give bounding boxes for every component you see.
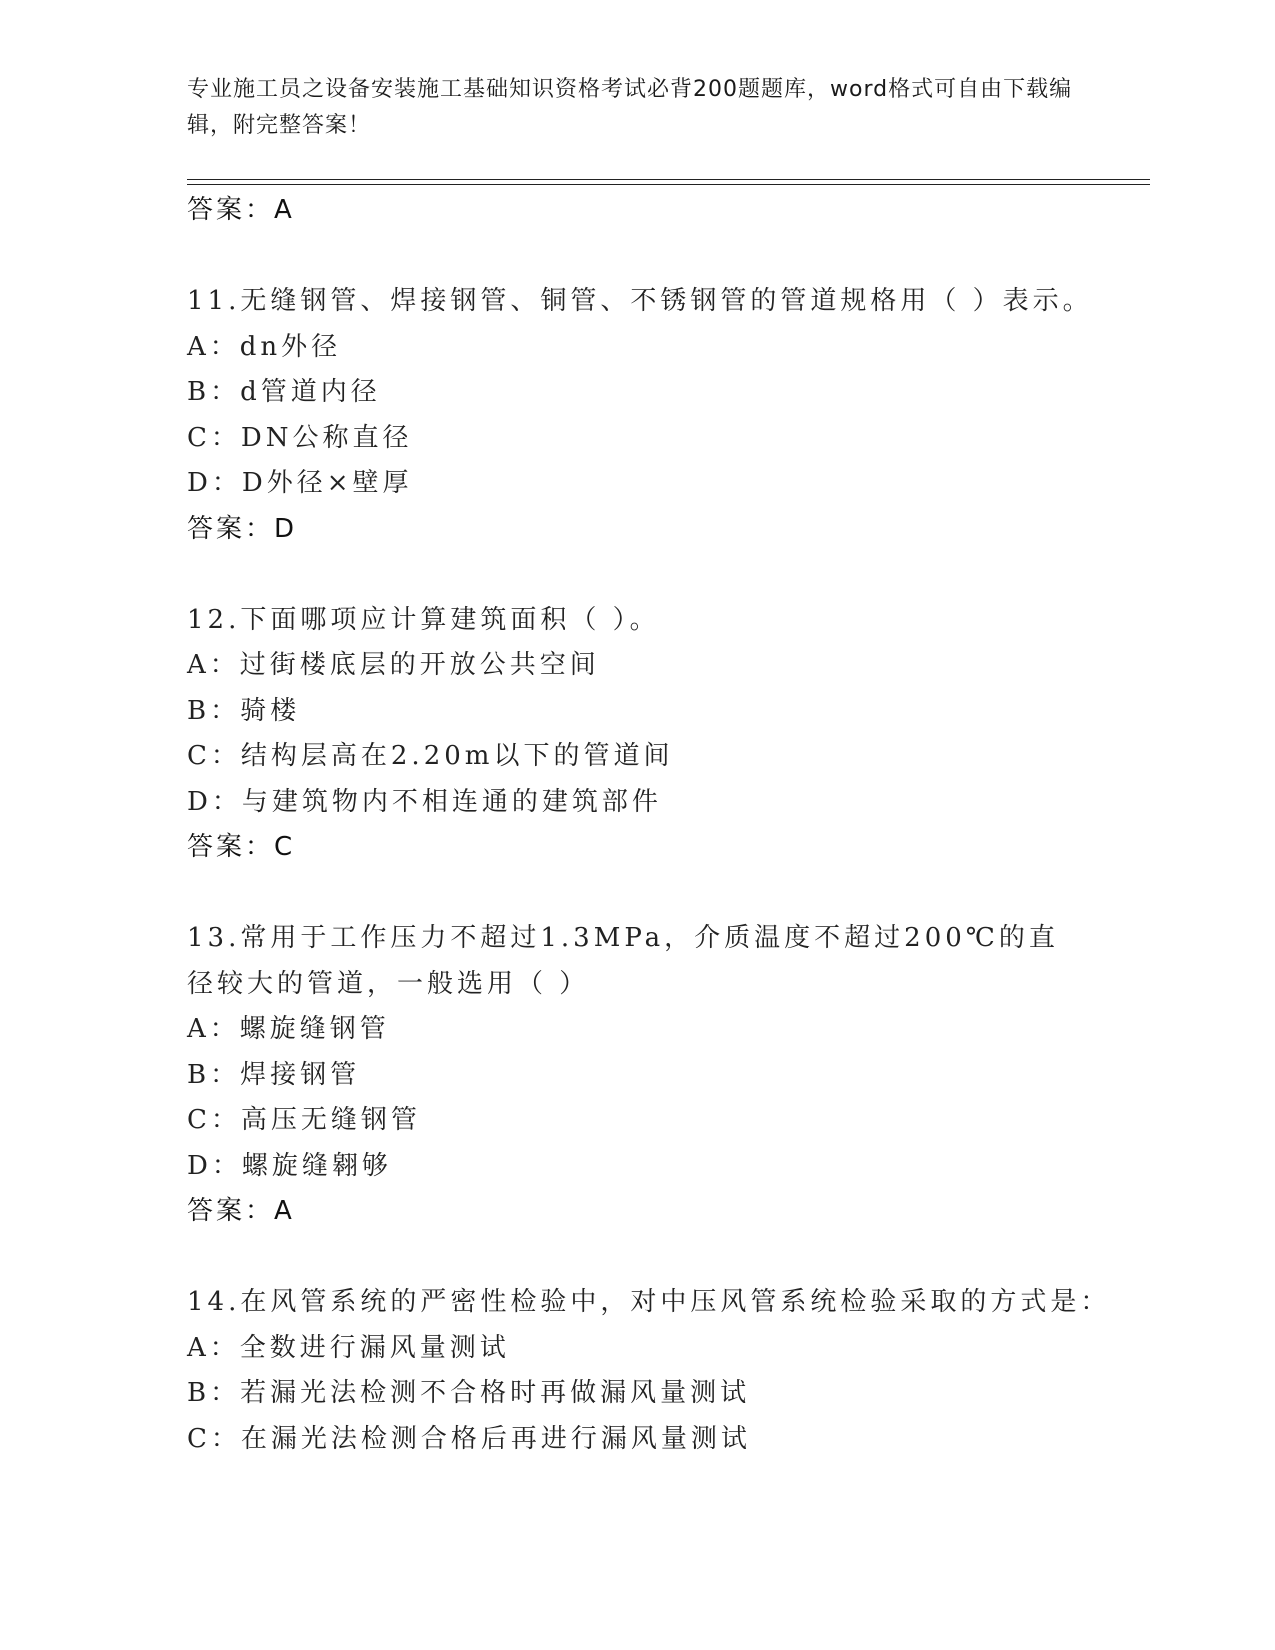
option-c: C：高压无缝钢管 [187,1105,421,1135]
option-a: A：dn外径 [187,331,342,362]
header-divider-bottom [187,184,1150,185]
question-stem: 12.下面哪项应计算建筑面积（ ）。 [187,604,660,635]
option-a: A：螺旋缝钢管 [187,1014,390,1044]
option-b: B：若漏光法检测不合格时再做漏风量测试 [187,1378,751,1408]
option-c: C：DN公称直径 [187,422,413,453]
question-list [187,188,1111,1462]
answer: 答案：A [187,1196,295,1226]
spacer [187,1235,1087,1281]
spacer [187,552,1087,598]
header-divider-top [187,179,1150,180]
question-stem: 11.无缝钢管、焊接钢管、铜管、不锈钢管的管道规格用（ ）表示。 [187,286,1093,316]
option-d: D：螺旋缝翱够 [187,1150,392,1181]
option-b: B：骑楼 [187,695,301,726]
question-stem: 13.常用于工作压力不超过1.3MPa，介质温度不超过200℃的直径较大的管道，一般选用（ ） [187,923,1059,999]
option-b: B：焊接钢管 [187,1059,361,1090]
option-d: D：D外径×壁厚 [187,468,413,498]
answer: 答案：D [187,513,298,544]
spacer [187,234,1087,280]
question-stem: 14.在风管系统的严密性检验中，对中压风管系统检验采取的方式是： [187,1287,1111,1317]
question-11 [187,279,1093,552]
question-14 [187,1280,1111,1462]
option-d: D：与建筑物内不相连通的建筑部件 [187,786,662,817]
option-b: B：d管道内径 [187,377,381,407]
answer: 答案：C [187,832,296,862]
option-a: A：过街楼底层的开放公共空间 [187,650,600,680]
document-header: 专业施工员之设备安装施工基础知识资格考试必背200题题库，word格式可自由下载编辑，附完整答案！ [187,77,1073,138]
option-c: C：结构层高在2.20m以下的管道间 [187,741,674,771]
option-a: A：全数进行漏风量测试 [187,1332,510,1363]
question-12 [187,598,1087,871]
spacer [187,871,1087,917]
option-c: C：在漏光法检测合格后再进行漏风量测试 [187,1423,751,1454]
previous-answer: 答案：A [187,195,295,225]
question-13 [187,916,1087,1235]
